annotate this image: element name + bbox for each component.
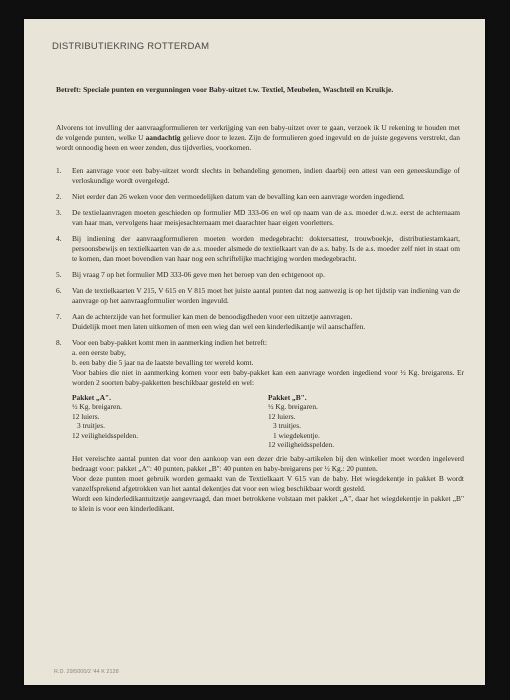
document-page bbox=[24, 19, 485, 685]
item-text: Niet eerder dan 26 weken voor den vermoedelijken datum van de bevalling kan een aanvrage worden ingediend. bbox=[72, 192, 405, 201]
item-text bbox=[72, 338, 464, 514]
intro-text-part1: Alvorens tot invulling der aanvraagformulieren ter verkrijging van een baby-uitzet over te gaan, verzoek ik U rekening te houden met de volgende punten, welke U bbox=[56, 123, 460, 142]
list-item-8 bbox=[56, 338, 464, 514]
item-number: 5. bbox=[56, 270, 62, 279]
item-text-line: Duidelijk moet men laten uitkomen of men een wieg dan wel een kinderledikantje wil aanschaffen. bbox=[72, 322, 366, 331]
item-number: 8. bbox=[56, 338, 62, 347]
item-text: Bij indiening der aanvraagformulieren moeten worden medegebracht: doktersattest, trouwboekje, distributiestamkaart, persoonsbewijs en textielkaarten van de a.s. moeder alsmede de textielkaart van de a.s. baby. Is de a.s. moeder zelf niet in staat om te komen, dan moet bovendien van haar nog een schriftelijke machtiging worden medegebracht. bbox=[72, 234, 460, 263]
item-text-line: Aan de achterzijde van het formulier kan men de benoodigdheden voor een uitzetje aanvragen. bbox=[72, 312, 353, 321]
package-b-title: Pakket „B". bbox=[268, 393, 307, 402]
list-item-6 bbox=[56, 286, 460, 306]
list-item-5 bbox=[56, 270, 460, 280]
numbered-list bbox=[56, 166, 464, 520]
package-b-line: 12 luiers. bbox=[268, 411, 296, 421]
item-number: 6. bbox=[56, 286, 62, 295]
item8-closing-textielkaart: Voor deze punten moet gebruik worden gemaakt van de Textielkaart V 615 van de baby. Het wiegdekentje in pakket B wordt vanzelfsprekend afgetrokken van het aantal dekentjes dat voor een wieg beschikbaar wordt gesteld. bbox=[72, 474, 464, 494]
item-text: Een aanvrage voor een baby-uitzet wordt slechts in behandeling genomen, indien daarbij een attest van een geneeskundige of verloskundige wordt overgelegd. bbox=[72, 166, 460, 185]
package-b-line: 1 wiegdekentje. bbox=[273, 430, 320, 440]
package-b bbox=[268, 393, 464, 449]
item8-intro: Voor een baby-pakket komt men in aanmerking indien het betreft: bbox=[72, 338, 268, 347]
package-b-line: 3 truitjes. bbox=[273, 421, 301, 431]
package-b-line: 12 veiligheidsspelden. bbox=[268, 440, 335, 450]
item-number: 2. bbox=[56, 192, 62, 201]
subject-line bbox=[56, 85, 460, 95]
print-code: R.D. 29/5000/2 '44 K 2128 bbox=[54, 669, 119, 675]
package-a-line: 3 truitjes. bbox=[77, 421, 105, 431]
item8-closing-points: Het vereischte aantal punten dat voor den aankoop van een dezer drie baby-artikelen bij den winkelier moet worden ingeleverd bedraagt voor: pakket „A": 40 punten, pakket „B": 40 punten en baby-breigarens per ½ Kg.: 20 punten. bbox=[72, 454, 464, 474]
list-item-2 bbox=[56, 192, 460, 202]
item-text: Van de textielkaarten V 215, V 615 en V 815 moet het juiste aantal punten dat nog aanwezig is op het tijdstip van indiening van de aanvrage op het aanvraagformulier worden ingevuld. bbox=[72, 286, 460, 305]
item8-closing-ledikant: Wordt een kinderledikantuitzetje aangevraagd, dan moet betrokkene volstaan met pakket „A", daar het wiegdekentje in pakket „B" te klein is voor een kinderledikant. bbox=[72, 494, 464, 514]
item-text bbox=[72, 312, 460, 332]
subject-label: Betreft: bbox=[56, 85, 82, 94]
item-number: 3. bbox=[56, 208, 62, 217]
subject-text: Speciale punten en vergunningen voor Baby-uitzet t.w. Textiel, Meubelen, Waschteil en Kruikje. bbox=[83, 85, 394, 94]
package-a bbox=[72, 393, 268, 449]
package-a-line: ½ Kg. breigaren. bbox=[72, 402, 122, 412]
intro-emphasis: aandachtig bbox=[145, 133, 181, 142]
package-b-line: ½ Kg. breigaren. bbox=[268, 402, 318, 412]
item-number: 1. bbox=[56, 166, 62, 175]
package-a-line: 12 luiers. bbox=[72, 411, 100, 421]
item-text: Bij vraag 7 op het formulier MD 333-06 geve men het beroep van den echtgenoot op. bbox=[72, 270, 325, 279]
package-lists bbox=[72, 393, 464, 449]
item-text: De textielaanvragen moeten geschieden op formulier MD 333-06 en wel op naam van de a.s. moeder d.w.z. eerst de achternaam van haar man, vervolgens haar meisjesachternaam met daarachter haar eigen voorletters. bbox=[72, 208, 460, 227]
list-item-3 bbox=[56, 208, 460, 228]
list-item-4 bbox=[56, 234, 460, 264]
list-item-1 bbox=[56, 166, 460, 186]
item8-body: Voor babies die niet in aanmerking komen voor een baby-pakket kan een aanvrage worden ingediend voor ½ Kg. breigarens. Er worden 2 soorten baby-pakketten beschikbaar gesteld en wel: bbox=[72, 368, 464, 387]
item-number: 7. bbox=[56, 312, 62, 321]
organization-header: DISTRIBUTIEKRING ROTTERDAM bbox=[52, 41, 210, 52]
package-a-title: Pakket „A". bbox=[72, 393, 112, 402]
intro-text-part2: gelieve door te lezen. Zijn de formulieren goed ingevuld en de juiste gegevens verstrekt, dan wordt onnoodig heen en weer zenden, dus tijdverlies, voorkomen. bbox=[56, 133, 460, 152]
item-number: 4. bbox=[56, 234, 62, 243]
intro-paragraph bbox=[56, 123, 460, 153]
package-a-line: 12 veiligheidsspelden. bbox=[72, 430, 139, 440]
item8-condition-a: a. een eerste baby, bbox=[72, 348, 126, 357]
list-item-7 bbox=[56, 312, 460, 332]
item8-condition-b: b. een baby die 5 jaar na de laatste bevalling ter wereld komt. bbox=[72, 358, 254, 367]
